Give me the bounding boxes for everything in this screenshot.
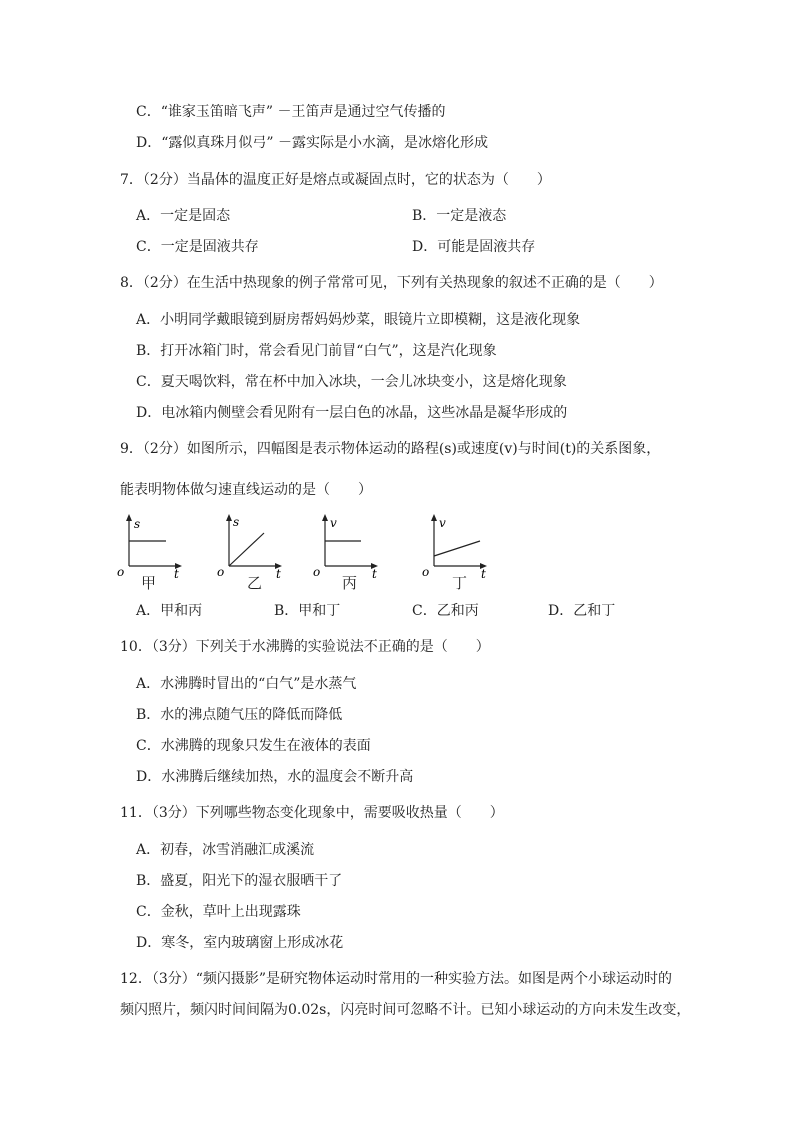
q8-stem: 8．（2分）在生活中热现象的例子常常可见，下列有关热现象的叙述不正确的是（ ） — [120, 275, 663, 291]
q8-option-a: A．小明同学戴眼镜到厨房帮妈妈炒菜，眼镜片立即模糊，这是液化现象 — [136, 312, 581, 328]
q10-option-c: C．水沸腾的现象只发生在液体的表面 — [136, 738, 371, 754]
graph-yi — [217, 514, 290, 581]
q9-option-b: B．甲和丁 — [274, 603, 341, 619]
graph-bing-origin: o — [313, 565, 321, 579]
q11-option-a: A．初春，冰雪消融汇成溪流 — [136, 842, 315, 858]
q7-option-b: B．一定是液态 — [412, 208, 507, 224]
q7-option-c: C．一定是固液共存 — [136, 239, 259, 255]
graph-yi-origin: o — [217, 565, 225, 579]
graph-bing — [313, 514, 386, 581]
q9-stem-line1: 9．（2分）如图所示，四幅图是表示物体运动的路程(s)或速度(v)与时间(t)的关系图象， — [120, 441, 661, 457]
q6-option-d: D．“露似真珠月似弓” －露实际是小水滴，是冰熔化形成 — [136, 135, 488, 151]
graph-ding-line — [434, 541, 480, 556]
graph-jia-y-axis: s — [134, 517, 141, 531]
graph-bing-y-axis: v — [330, 516, 337, 530]
q11-stem: 11．（3分）下列哪些物态变化现象中，需要吸收热量（ ） — [120, 805, 504, 821]
q9-option-c: C．乙和丙 — [412, 603, 479, 619]
q10-option-a: A．水沸腾时冒出的“白气”是水蒸气 — [136, 676, 357, 692]
q8-option-d: D．电冰箱内侧壁会看见附有一层白色的冰晶，这些冰晶是凝华形成的 — [136, 405, 568, 421]
q11-option-c: C．金秋，草叶上出现露珠 — [136, 904, 301, 920]
q7-stem: 7．（2分）当晶体的温度正好是熔点或凝固点时，它的状态为（ ） — [120, 172, 551, 188]
graph-ding — [422, 514, 495, 581]
q9-option-a: A．甲和丙 — [136, 603, 203, 619]
q7-option-a: A．一定是固态 — [136, 208, 231, 224]
q7-option-d: D．可能是固液共存 — [412, 239, 536, 255]
q10-option-b: B．水的沸点随气压的降低而降低 — [136, 707, 343, 723]
graph-bing-label: 丙 — [342, 574, 358, 592]
graph-ding-y-axis: v — [439, 516, 446, 530]
graph-jia — [117, 514, 190, 581]
graph-jia-label: 甲 — [141, 574, 157, 592]
q11-option-b: B．盛夏，阳光下的湿衣服晒干了 — [136, 873, 343, 889]
q12-stem-line1: 12．（3分）“频闪摄影”是研究物体运动时常用的一种实验方法。如图是两个小球运动时的 — [120, 971, 673, 987]
graph-bing-x-axis: t — [372, 567, 377, 581]
q10-stem: 10．（3分）下列关于水沸腾的实验说法不正确的是（ ） — [120, 639, 490, 655]
graph-ding-label: 丁 — [452, 574, 468, 592]
graph-yi-line — [229, 533, 264, 566]
graph-jia-x-axis: t — [174, 567, 179, 581]
q6-option-c: C．“谁家玉笛暗飞声” －王笛声是通过空气传播的 — [136, 104, 446, 120]
graph-ding-x-axis: t — [481, 567, 486, 581]
graph-ding-origin: o — [422, 565, 430, 579]
q9-stem-line2: 能表明物体做匀速直线运动的是（ ） — [120, 482, 372, 498]
graph-jia-origin: o — [117, 565, 125, 579]
q8-option-c: C．夏天喝饮料，常在杯中加入冰块，一会儿冰块变小，这是熔化现象 — [136, 374, 567, 390]
q10-option-d: D．水沸腾后继续加热，水的温度会不断升高 — [136, 769, 414, 785]
q8-option-b: B．打开冰箱门时，常会看见门前冒“白气”，这是汽化现象 — [136, 343, 497, 359]
graph-yi-label: 乙 — [247, 574, 263, 592]
graph-yi-x-axis: t — [276, 567, 281, 581]
graph-yi-y-axis: s — [233, 515, 240, 529]
q11-option-d: D．寒冬，室内玻璃窗上形成冰花 — [136, 935, 344, 951]
q9-option-d: D．乙和丁 — [548, 603, 616, 619]
q12-stem-line2: 频闪照片，频闪时间间隔为0.02s，闪亮时间可忽略不计。已知小球运动的方向未发生改变， — [120, 1002, 691, 1018]
